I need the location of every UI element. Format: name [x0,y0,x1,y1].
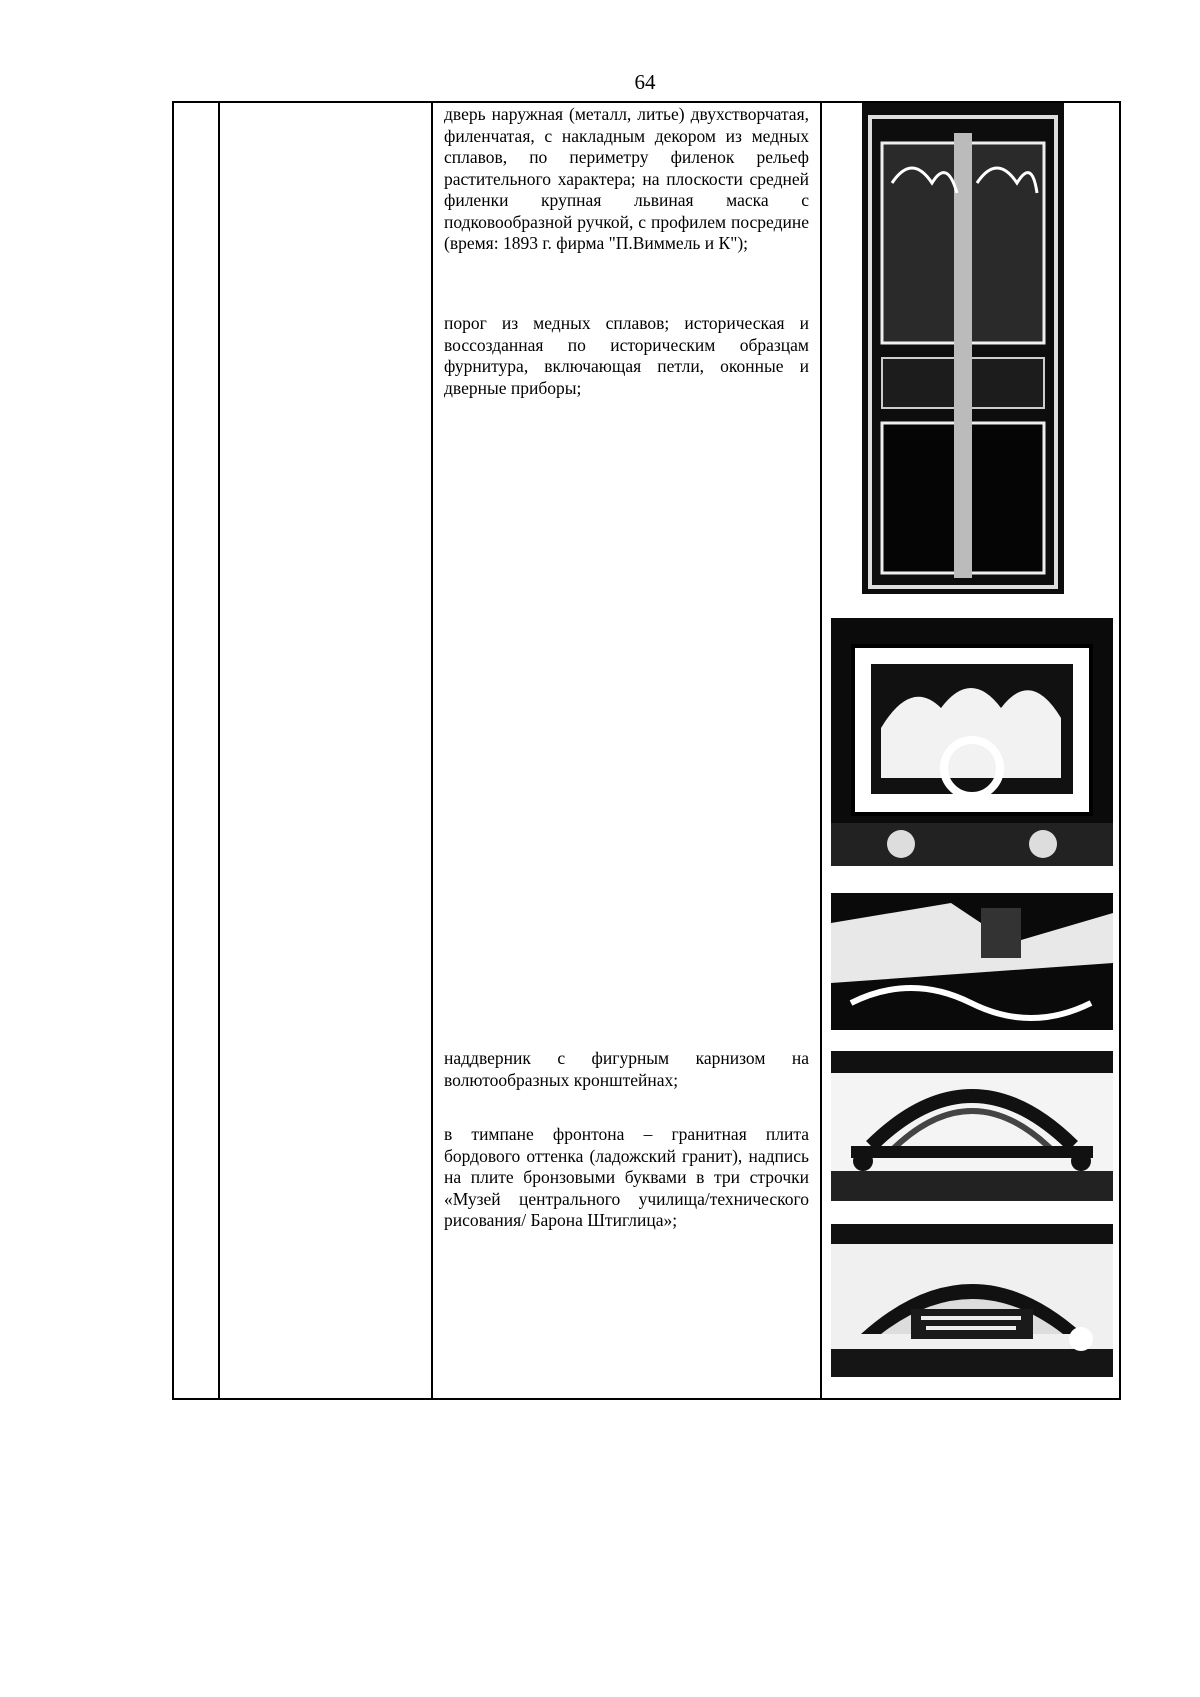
column-divider [820,103,822,1398]
lion-mask-photo [831,618,1113,866]
door-description: дверь наружная (металл, литье) двухстворчатая, филенчатая, с накладным декором из медных сплавов, по периметру филенок рельеф растительного характера; на плоскости средней филенки крупная львиная маска с подковообразной ручкой, с профилем посредине (время: 1893 г. фирма "П.Виммель и К"); [444,104,809,253]
door-photo [862,103,1064,594]
column-divider [218,103,220,1398]
register-table [172,101,1121,1400]
tympanum-photo [831,1224,1113,1377]
threshold-description: порог из медных сплавов; историческая и воссозданная по историческим образцам фурнитура, включающая петли, оконные и дверные приборы; [444,313,809,398]
page-number: 64 [634,70,656,94]
door-detail-photo [831,893,1113,1030]
overdoor-cornice-photo [831,1051,1113,1201]
column-divider [431,103,433,1398]
tympanum-description: в тимпане фронтона – гранитная плита бордового оттенка (ладожский гранит), надпись на плите бронзовыми буквами в три строчки «Музей центрального училища/технического рисования/ Барона Штиглица»; [444,1124,809,1230]
overdoor-description: наддверник с фигурным карнизом на волютообразных кронштейнах; [444,1048,809,1090]
